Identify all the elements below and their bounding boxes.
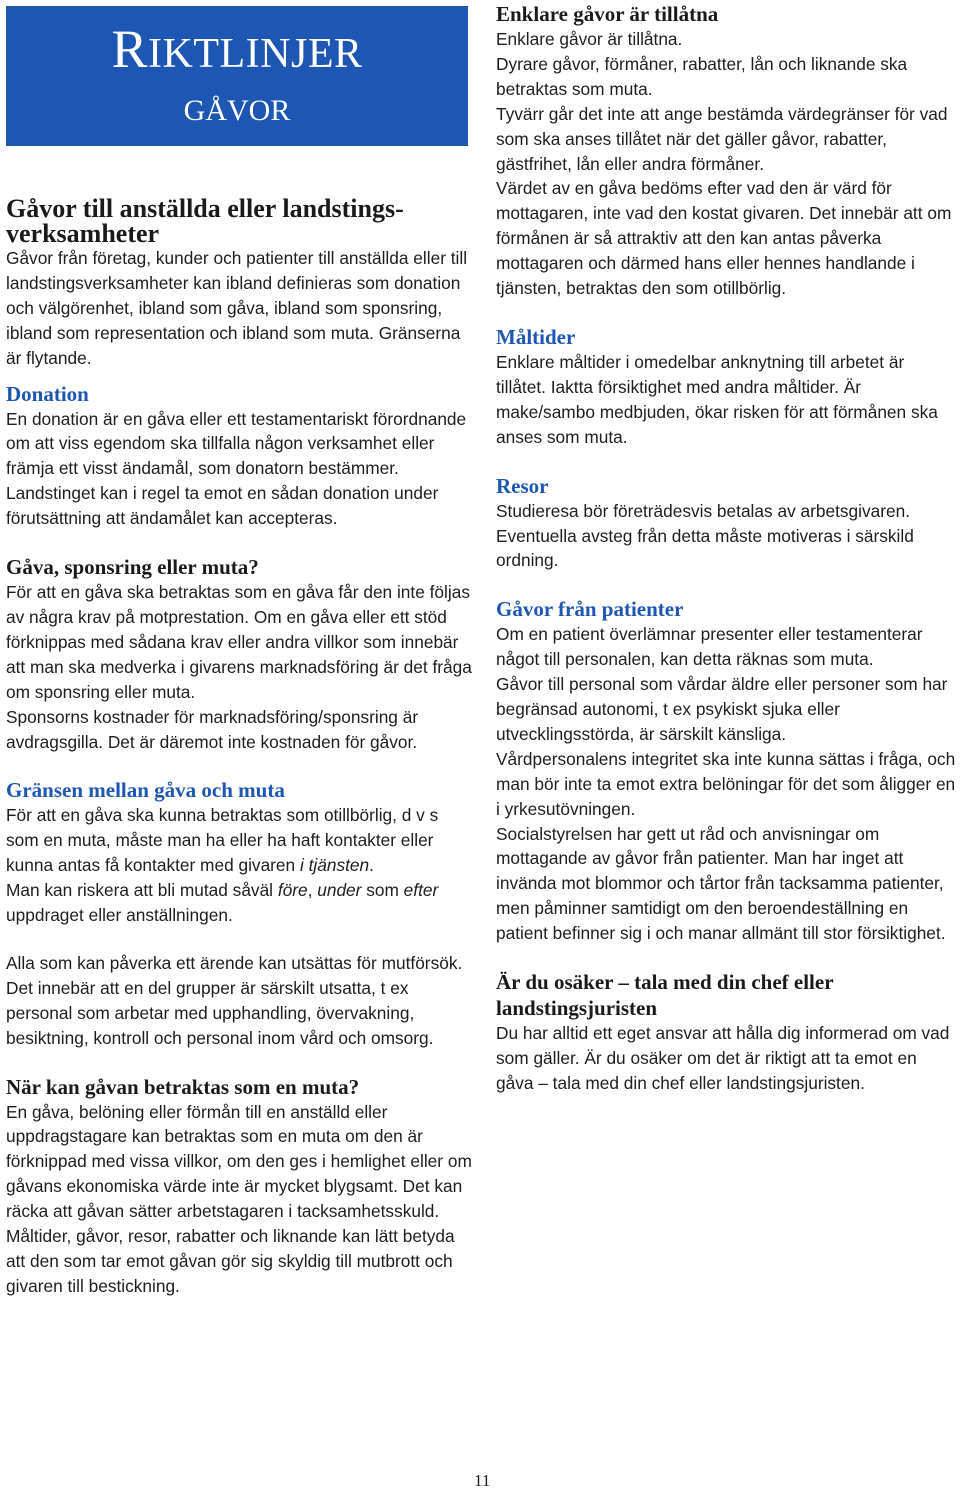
resor-heading: Resor (496, 473, 549, 498)
gransen-p1-end: . (369, 855, 374, 876)
gransen-p2-italic-efter: efter (403, 880, 439, 901)
sponsring-paragraph-2: Sponsorns kostnader för marknadsföring/sponsring är avdragsgilla. Det är däremot inte kostnaden för gåvor. (6, 706, 419, 752)
gransen-p2-text: Man kan riskera att bli mutad såväl (6, 880, 278, 901)
page-number: 11 (474, 1471, 491, 1490)
resor-paragraph-1: Studieresa bör företrädesvis betalas av arbetsgivaren. Eventuella avsteg från detta måste motiveras i särskild ordning. (496, 500, 914, 571)
gransen-p2-sep: , (307, 880, 318, 901)
intro-heading (6, 196, 474, 246)
page-subtitle: GÅVOR (183, 94, 291, 127)
nar-paragraph-1: En gåva, belöning eller förmån till en anställd eller uppdragstagare kan betraktas som en muta om den är förknippad med vissa villkor, om den ges i hemlighet eller om gåvans ekonomiska värde inte är mycket blygsamt. Det kan räcka att gåvan sätter arbetstagaren i tacksamhetsskuld. (6, 1101, 472, 1222)
enklare-paragraph-4: Värdet av en gåva bedöms efter vad den är värd för mottagaren, inte vad den kostat givaren. Det innebär att om förmånen är så attraktiv att den kan antas påverka mottagaren och därmed hans eller hennes handlande i tjänsten, betraktas den som otillbörlig. (496, 178, 952, 299)
maltider-paragraph-1: Enklare måltider i omedelbar anknytning till arbetet är tillåtet. Iaktta försiktighet med andra måltider. Är make/sambo medbjuden, ökar risken för att förmånen ska anses som muta. (496, 351, 938, 447)
sponsring-heading: Gåva, sponsring eller muta? (6, 555, 259, 580)
gransen-p2-end: uppdraget eller anställningen. (6, 905, 233, 926)
title-rest: IKTLINJER (148, 31, 363, 77)
gransen-p1-text: För att en gåva ska kunna betraktas som otillbörlig, d v s som en muta, måste man ha eller ha haft kontakter eller kunna antas få kontakter med givaren (6, 805, 439, 876)
gransen-p2-italic-fore: före (277, 880, 308, 901)
nar-heading: När kan gåvan betraktas som en muta? (6, 1074, 360, 1099)
patienter-heading: Gåvor från patienter (496, 597, 684, 622)
enklare-paragraph-2: Dyrare gåvor, förmåner, rabatter, lån och liknande ska betraktas som muta. (496, 53, 908, 99)
patienter-paragraph-4: Socialstyrelsen har gett ut råd och anvisningar om mottagande av gåvor från patienter. Man har inget att invända mot blommor och tårtor från tacksamma patienter, men påminner samtidigt om den beroendeställning en patient befinner sig i och manar allmänt till stor försiktighet. (496, 823, 946, 944)
enklare-paragraph-1: Enklare gåvor är tillåtna. (496, 29, 683, 49)
gransen-p2-italic-under: under (317, 880, 362, 901)
patienter-paragraph-3: Vårdpersonalens integritet ska inte kunna sättas i fråga, och man bör inte ta emot extra belöningar för det som åligger en i yrkesutövningen. (496, 748, 956, 819)
maltider-heading: Måltider (496, 324, 576, 349)
donation-paragraph-2: Landstinget kan i regel ta emot en sådan donation under förutsättning att ändamålet kan accepteras. (6, 483, 439, 529)
gransen-heading: Gränsen mellan gåva och muta (6, 778, 285, 803)
nar-paragraph-2: Måltider, gåvor, resor, rabatter och liknande kan lätt betyda att den som tar emot gåvan gör sig skyldig till mutbrott och givaren till bestickning. (6, 1226, 455, 1296)
gransen-paragraph-2 (6, 878, 474, 928)
patienter-paragraph-2: Gåvor till personal som vårdar äldre eller personer som har begränsad autonomi, t ex psykiskt sjuka eller utvecklingsstörda, är särskilt känsliga. (496, 674, 948, 744)
right-column (496, 0, 958, 1096)
title-banner (6, 6, 468, 146)
enklare-paragraph-3: Tyvärr går det inte att ange bestämda värdegränser för vad som ska anses tillåtet när det gäller gåvor, rabatter, gästfrihet, lån eller andra förmåner. (496, 103, 948, 174)
donation-heading: Donation (6, 381, 89, 406)
intro-heading-line-1: Gåvor till anställda eller landstings- (6, 194, 404, 223)
osaker-heading: Är du osäker – tala med din chef eller landstingsjuristen (496, 970, 834, 1021)
enklare-heading: Enklare gåvor är tillåtna (496, 2, 719, 26)
gransen-p1-italic: i tjänsten (299, 855, 370, 876)
patienter-paragraph-1: Om en patient överlämnar presenter eller testamenterar något till personalen, kan detta räknas som muta. (496, 624, 923, 670)
gransen-paragraph-3: Alla som kan påverka ett ärende kan utsättas för mutförsök. Det innebär att en del grupper är särskilt utsatta, t ex personal som arbetar med upphandling, övervakning, besiktning, kontroll och personal inom vård och omsorg. (6, 952, 463, 1048)
title-initial: R (111, 19, 149, 79)
intro-text: Gåvor från företag, kunder och patienter till anställda eller till landstingsverksamheter kan ibland definieras som donation och välgörenhet, ibland som gåva, ibland som sponsring, ibland som representation och ibland som muta. Gränserna är flytande. (6, 248, 468, 368)
left-column (6, 192, 474, 1299)
intro-heading-line-2: verksamheter (6, 219, 160, 248)
gransen-paragraph-1 (6, 803, 474, 878)
gransen-p2-som: som (361, 880, 404, 901)
donation-paragraph-1: En donation är en gåva eller ett testamentariskt förordnande om att viss egendom ska tillfalla någon verksamhet eller främja ett visst ändamål, som donatorn bestämmer. (6, 408, 467, 479)
page-title (6, 19, 468, 79)
osaker-paragraph-1: Du har alltid ett eget ansvar att hålla dig informerad om vad som gäller. Är du osäker om det är riktigt att ta emot en gåva – tala med din chef eller landstingsjuristen. (496, 1023, 950, 1093)
sponsring-paragraph-1: För att en gåva ska betraktas som en gåva får den inte följas av några krav på motprestation. Om en gåva eller ett stöd förknippas med sådana krav eller andra villkor som innebär att man ska medverka i givarens marknadsföring är det fråga om sponsring eller muta. (6, 582, 472, 702)
